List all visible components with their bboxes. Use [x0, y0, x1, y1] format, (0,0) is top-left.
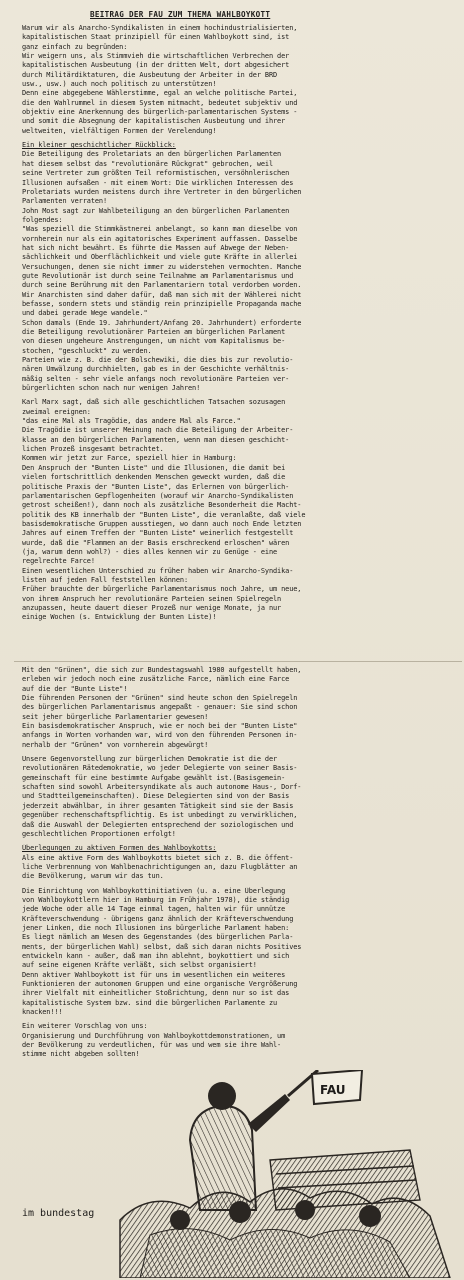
marx-line: Die Tragödie ist unserer Meinung nach die Beteiligung der Arbeiter-	[22, 426, 294, 435]
raete-line: daß die Auswahl der Delegierten entsprechend der soziologischen und	[22, 820, 294, 829]
raete-line: gegenüber rechenschaftspflichtig. Es ist unbedingt zu verwirklichen,	[22, 811, 298, 820]
initiativen-line: Kräfteverschwendung - übrigens ganz ähnlich der Kräfteverschwendung	[22, 914, 294, 923]
gruene-line: Mit den "Grünen", die sich zur Bundestagswahl 1980 aufgestellt haben,	[22, 666, 302, 674]
history-line: seine Vertreter zum größten Teil reformistischen, versöhnlerischen	[22, 169, 290, 178]
history-line: befasse, sondern stets und ständig rein prinzipielle Propaganda mache	[22, 299, 302, 308]
marx-line: basisdemokratische Gruppen ausstiegen, wo dann auch noch Ende letzten	[22, 519, 302, 528]
intro-line: kapitalistischen Staat prinzipiell für einen Wahlboykott sind, ist	[22, 33, 290, 42]
flag	[312, 1070, 362, 1104]
intro-line: kapitalistischen Ausbeutung (in der dritten Welt, dort abgesichert	[22, 61, 290, 70]
intro-line: usw., usw.) auch noch politisch zu unterstützen!	[22, 80, 217, 89]
raete-line: jederzeit abwählbar, in ihrer gesamten Tätigkeit sind sie der Basis	[22, 801, 294, 810]
initiativen-line: Die Einrichtung von Wahlboykottinitiativen (u. a. eine Überlegung	[22, 886, 286, 895]
history-line: John Most sagt zur Wahlbeteiligung an den bürgerlichen Parlamenten	[22, 206, 290, 215]
initiativen-line: Es liegt nämlich am Wesen des Gegenstandes (des bürgerlichen Parla-	[22, 933, 294, 942]
history-line: nären Umwälzung durchhielten, gab es in der Geschichte verhältnis-	[22, 365, 290, 374]
history-line: die Beteiligung revolutionärer Parteien am bürgerlichen Parlament	[22, 328, 286, 336]
marx-line: einige Wochen (s. Entwicklung der Bunten Liste)!	[22, 613, 217, 622]
marx-line: (ja, warum denn wohl?) - dies alles kennen wir zu Genüge - eine	[22, 547, 278, 556]
intro-line: die den Wahlrummel in diesem System mitmacht, bedeutet subjektiv und	[22, 98, 298, 107]
initiativen-line: knacken!!!	[22, 1008, 63, 1017]
marx-line: regelrechte Farce!	[22, 557, 95, 566]
gruene-line: Ein basisdemokratischer Anspruch, wie er noch bei der "Bunten Liste"	[22, 722, 298, 731]
history-line: Die Beteiligung des Proletariats an den bürgerlichen Parlamenten	[22, 150, 282, 159]
gruene-line: seit jeher bürgerliche Parlamentarier gewesen!	[22, 712, 209, 721]
vorschlag-line: Organisierung und Durchführung von Wahlboykottdemonstrationen, um	[22, 1031, 286, 1040]
aktiv-line: die Bevölkerung, warum wir das tun.	[22, 872, 164, 881]
paste-edge	[14, 661, 462, 662]
marx-line: Karl Marx sagt, daß sich alle geschichtlichen Tatsachen sozusagen	[22, 398, 286, 407]
initiativen-line: ihrer Vielfalt mit einheitlicher Stoßrichtung, denn nur so ist das	[22, 989, 290, 998]
initiativen-line: jener Linken, die noch Illusionen ins bürgerliche Parlament haben:	[22, 923, 290, 932]
gruene-line: des bürgerlichen Parlamentarismus angepaßt - genauer: Sie sind schon	[22, 703, 298, 712]
marx-line: listen auf jeden Fall feststellen können:	[22, 575, 188, 584]
history-line: "Was speziell die Stimmkästnerei anbelangt, so kann man dieselbe von	[22, 225, 298, 234]
intro-line: und somit die Absegnung der kapitalistischen Ausbeutung und ihrer	[22, 117, 286, 126]
marx-line: "das eine Mal als Tragödie, das andere Mal als Farce."	[22, 417, 241, 426]
article-title: BEITRAG DER FAU ZUM THEMA WAHLBOYKOTT	[90, 10, 271, 19]
marx-line: Kommen wir jetzt zur Farce, speziell hier in Hamburg:	[22, 454, 237, 463]
intro-line: Denn eine abgegebene Wählerstimme, egal an welche politische Partei,	[22, 89, 298, 98]
history-line: durch seine Berührung mit den Parlamentariern total verdorben worden.	[22, 281, 302, 290]
marx-line: Jahres auf einem Treffen der "Bunten Liste" weinerlich festgestellt	[22, 529, 294, 538]
gruene-line: auf die der "Bunte Liste"!	[22, 684, 128, 693]
marx-line: von ihrem Anspruch her revolutionäre Parteien seinen Spielregeln	[22, 594, 282, 603]
illustration-caption: im bundestag	[22, 1208, 95, 1219]
marx-line: Einen wesentlichen Unterschied zu früher haben wir Anarcho-Syndika-	[22, 566, 294, 575]
aktiv-heading: Überlegungen zu aktiven Formen des Wahlboykotts:	[22, 844, 217, 853]
history-line: vornherein nur als ein agitatorisches Experiment auffassen. Dasselbe	[22, 234, 298, 243]
initiativen-line: Denn aktiver Wahlboykott ist für uns im wesentlichen ein weiteres	[22, 970, 286, 979]
marx-line: politik des KB innerhalb der "Bunten Liste", die veranlaßte, daß viele	[22, 510, 306, 519]
initiativen-line: von Wahlboykottlern hier in Hamburg im Frühjahr 1978), die ständig	[22, 895, 290, 904]
initiativen-line: Funktionieren der autonomen Gruppen und eine organische Vergrößerung	[22, 980, 298, 988]
initiativen-line: auf seine eigenen Kräfte verläßt, sich selbst organisiert!	[22, 961, 257, 970]
history-line: Illusionen aufsaßen - mit einem Wort: Die wirklichen Interessen des	[22, 178, 294, 187]
flag-text: FAU	[320, 1083, 346, 1097]
raete-line: und Stadtteilgemeinschaften). Diese Delegierten sind von der Basis	[22, 792, 290, 801]
history-line: von diesen ungeheure Anstrengungen, um nicht vom Kapitalismus be-	[22, 337, 286, 346]
marx-line: Den Anspruch der "Bunten Liste" und die Illusionen, die damit bei	[22, 463, 286, 472]
intro-line: Wir weigern uns, als Stimmvieh die wirtschaftlichen Verbrechen der	[22, 52, 290, 61]
marx-line: Früher brauchte der bürgerliche Parlamentarismus noch Jahre, um neue,	[22, 585, 302, 594]
intro-block	[22, 24, 454, 623]
history-line: Schon damals (Ende 19. Jahrhundert/Anfang 20. Jahrhundert) erforderte	[22, 318, 302, 327]
gruene-line: nerhalb der "Grünen" von vornherein abgewürgt!	[22, 740, 209, 749]
gruene-line: erleben wir jedoch noch eine zusätzliche Farce, nämlich eine Farce	[22, 675, 290, 684]
marx-line: politische Praxis der "Bunten Liste", das Erlernen von bürgerlich-	[22, 482, 290, 491]
history-line: sächlichkeit und Oberflächlichkeit und viele gute Kräfte in allerlei	[22, 253, 298, 262]
raete-line: schaften sind sowohl Arbeitersyndikate als auch autonome Haus-, Dorf-	[22, 783, 302, 792]
intro-line: durch Militärdiktaturen, die Ausbeutung der Arbeiter in der BRD	[22, 70, 278, 79]
history-heading: Ein kleiner geschichtlicher Rückblick:	[22, 141, 176, 150]
history-line: Versuchungen, denen sie nicht immer zu widerstehen vermochten. Manche	[22, 262, 302, 271]
history-line: Parteien wie z. B. die der Bolschewiki, die dies bis zur revolutio-	[22, 356, 294, 365]
raete-line: gemeinschaft für eine bestimmte Aufgabe gewählt ist.(Basisgemein-	[22, 773, 286, 782]
initiativen-line: entwickeln kann - außer, daß man ihn ablehnt, boykottiert und sich	[22, 951, 290, 960]
marx-line: lichen Prozeß insgesamt betrachtet.	[22, 445, 164, 454]
aktiv-line: Als eine aktive Form des Wahlboykotts bietet sich z. B. die öffent-	[22, 853, 294, 862]
marx-line: getrost scheißen!), dann noch als zusätzliche Besonderheit die Macht-	[22, 501, 302, 510]
intro-line: objektiv eine Anerkennung des bürgerlich-parlamentarischen Systems -	[22, 108, 298, 117]
history-line: hat diesem selbst das "revolutionäre Rückgrat" gebrochen, weil	[22, 159, 274, 168]
gruene-line: anfangs in Worten vorhanden war, wird von den führenden Personen in-	[22, 731, 298, 740]
history-line: Proletariats wurden meistens durch ihre Vertreter in den bürgerlichen	[22, 187, 302, 196]
aktiv-line: liche Verbrennung von Wahlbenachrichtigungen an, dazu Flugblätter an	[22, 862, 298, 871]
initiativen-line: jede Woche oder alle 14 Tage einmal tagen, halten wir für unnütze	[22, 905, 286, 914]
history-line: bürgerlichten schon nach nur wenigen Jahren!	[22, 384, 201, 393]
history-line: Parlamenten verraten!	[22, 197, 108, 206]
history-line: stochen, "geschluckt" zu werden.	[22, 346, 152, 355]
marx-line: anzupassen, heute dauert dieser Prozeß nur wenige Monate, ja nur	[22, 603, 282, 612]
marx-line: zweimal ereignen:	[22, 407, 91, 416]
history-line: hat sich nicht bewährt. Es führte die Massen auf Abwege der Neben-	[22, 243, 290, 252]
history-line: Wir Anarchisten sind daher dafür, daß man sich mit der Wählerei nicht	[22, 290, 302, 299]
history-line: und dabei gerade Wege wandele."	[22, 309, 148, 318]
intro-line: Warum wir als Anarcho-Syndikalisten in einem hochindustrialisierten,	[22, 24, 298, 32]
marx-line: klasse an den bürgerlichen Parlamenten, wenn man diesen geschicht-	[22, 435, 290, 444]
raete-line: geschlechtlichen Proportionen erfolgt!	[22, 829, 176, 838]
gruene-line: Die führenden Personen der "Grünen" sind heute schon den Spielregeln	[22, 694, 298, 703]
vorschlag-line: Ein weiterer Vorschlag von uns:	[22, 1022, 148, 1031]
raete-line: Unsere Gegenvorstellung zur bürgerlichen Demokratie ist die der	[22, 755, 278, 764]
raete-line: revolutionären Rätedemokratie, wo jeder Delegierte von seiner Basis-	[22, 764, 298, 773]
gruene-block	[22, 666, 454, 1060]
marx-line: vielen fortschrittlich denkenden Menschen geweckt wurden, daß die	[22, 473, 286, 482]
marx-line: wurde, daß die "Flammen an der Basis erschreckend erloschen" wären	[22, 538, 290, 547]
parliament-rows	[270, 1150, 420, 1210]
vorschlag-line: der Bevölkerung zu verdeutlichen, für was und wem sie ihre Wahl-	[22, 1041, 282, 1050]
initiativen-line: ments, der bürgerlichen Wahl) selbst, daß sich daran nichts Positives	[22, 942, 302, 951]
history-line: folgendes:	[22, 215, 63, 224]
intro-line: ganz einfach zu begründen:	[22, 42, 128, 51]
marx-line: parlamentarischen Gepflogenheiten (worauf wir Anarcho-Syndikalisten	[22, 491, 294, 500]
history-line: mäßig selten - sehr viele anfangs noch revolutionäre Parteien ver-	[22, 374, 290, 383]
initiativen-line: kapitalistische System bzw. sind die bürgerlichen Parlamente zu	[22, 998, 278, 1007]
history-line: gute Revolutionär ist durch seine Teilnahme am Parlamentarismus und	[22, 271, 294, 280]
woodcut-illustration	[80, 1070, 458, 1278]
vorschlag-line: stimme nicht abgeben sollten!	[22, 1050, 140, 1059]
intro-line: weltweiten, vielfältigen Formen der Verelendung!	[22, 126, 217, 135]
